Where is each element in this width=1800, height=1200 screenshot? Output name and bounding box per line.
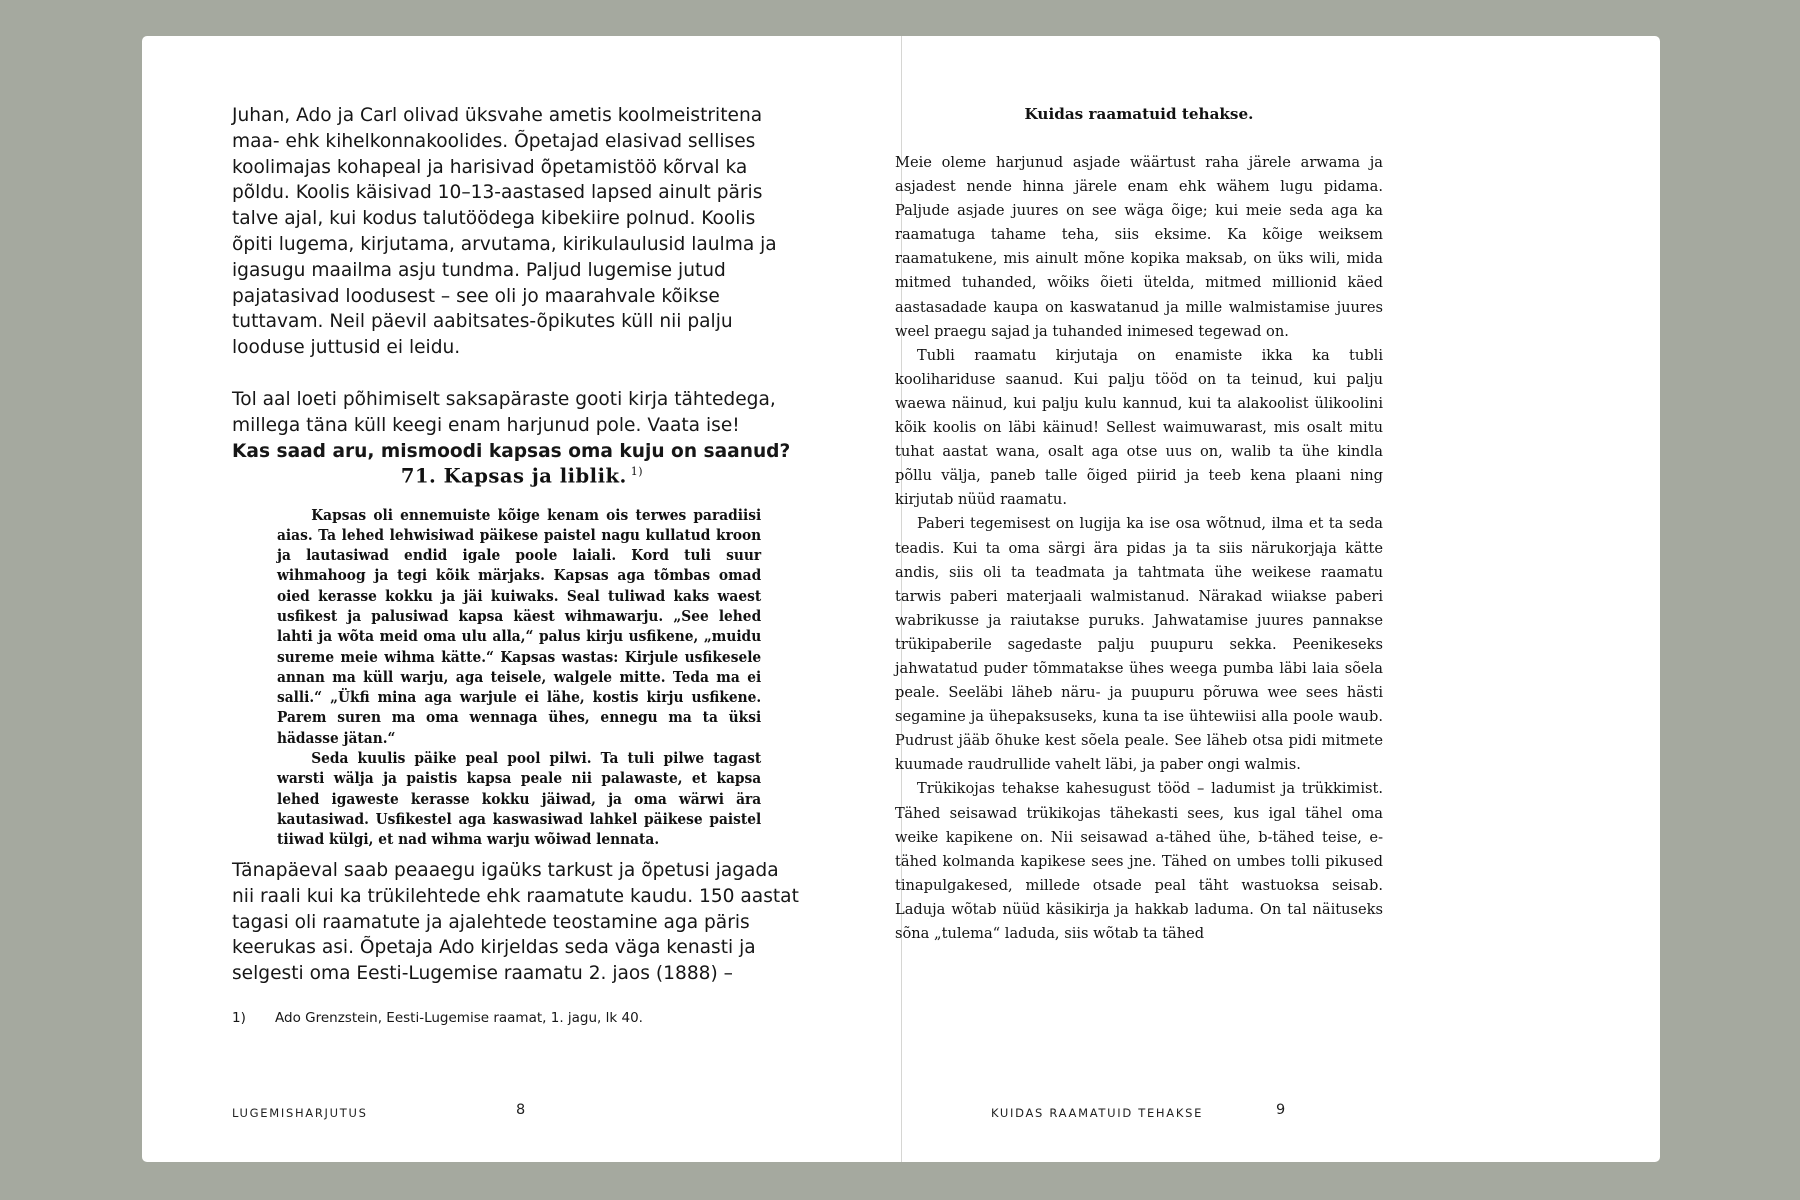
footnote: [232, 1010, 643, 1026]
right-running-footer: KUIDAS RAAMATUID TEHAKSE: [991, 1106, 1204, 1120]
right-page-text: [895, 151, 1383, 946]
gothic-script-paragraph: Tol aal loeti põhimiselt saksapäraste gooti kirja tähtedega, millega täna küll keegi enam harjunud pole. Vaata ise!: [232, 388, 776, 436]
chapter-heading: Kuidas raamatuid tehakse.: [1024, 105, 1254, 123]
intro-paragraph: Juhan, Ado ja Carl olivad üksvahe ametis koolmeistritena maa- ehk kihelkonnakoolides. Õpetajad elasivad sellises koolimajas kohapeal ja harisivad õpetamistöö kõrval ka põldu. Koolis käisivad 10–13-aastased lapsed ainult päris talve ajal, kui kodus talutöödega kibekiire polnud. Koolis õpiti lugema, kirjutama, arvutama, kirikulaulusid laulma ja igasugu maailma asju tundma. Paljud lugemise jutud pajatasivad loodusest – see oli jo maarahvale kõikse tuttavam. Neil päevil aabitsates-õpikutes küll nii palju looduse juttusid ei leidu.: [232, 105, 777, 359]
body-paragraph: Meie oleme harjunud asjade wäärtust raha järele arwama ja asjadest nende hinna järele enam ehk wähem lugu pidama. Paljude asjade juures on see wäga õige; kui meie seda aga ka raamatuga tahame teha, siis eksime. Ka kõige weiksem raamatukene, mis ainult mõne kopika maksab, on üks wili, mida mitmed tuhanded, wõiks õieti ütelda, mitmed millionid käed aastasadade kaupa on kaswatanud ja mille walmistamise juures weel praegu sajad ja tuhanded inimesed tegewad on.: [895, 154, 1383, 340]
excerpt-heading: [277, 458, 767, 491]
excerpt-title: 71. Kapsas ja liblik.: [400, 464, 627, 488]
footnote-marker: 1): [630, 465, 644, 478]
left-page-text-bottom: [232, 858, 802, 987]
left-running-footer: LUGEMISHARJUTUS: [232, 1106, 368, 1120]
excerpt-body: [277, 505, 761, 850]
fraktur-excerpt: [277, 458, 767, 850]
right-page-number: 9: [1276, 1102, 1286, 1118]
body-paragraph: Trükikojas tehakse kahesugust tööd – ladumist ja trükkimist. Tähed seisawad trükikojas tähekasti sees, kus igal tähel oma weike kapikene on. Nii seisawad a-tähed ühe, b-tähed teise, e-tähed kolmanda kapikese sees jne. Tähed on umbes tolli pikused tinapulgakesed, millede otsade peal täht wastuoksa seisab. Laduja wõtab nüüd käsikirja ja hakkab laduma. On tal näituseks sõna „tulema“ laduda, siis wõtab ta tähed: [895, 780, 1383, 942]
body-paragraph: Tubli raamatu kirjutaja on enamiste ikka ka tubli koolihariduse saanud. Kui palju tööd on ta teinud, kui palju waewa näinud, kui palju kulu kannud, kui ta alakoolist ülikoolini kõik koolis on läbi käinud! Sellest waimuwarast, mis osalt mitu tuhat aastat wana, osalt aga otse uus on, walib ta ühe kindla põllu välja, paneb talle õiged piirid ja teeb kena plaani ning kirjutab nüüd raamatu.: [895, 346, 1383, 509]
body-paragraph: Paberi tegemisest on lugija ka ise osa wõtnud, ilma et ta seda teadis. Kui ta oma särgi ära pidas ja ta siis närukorjaja kätte andis, siis oli ta teadmata ja tahtmata ühe weikese raamatu tarwis paberi materjaali walmistanud. Närakad wiiakse paberi wabrikusse ja raiutakse puruks. Jahwatamise juures pannakse trükipaberile sagedaste palju puupuru sekka. Peenikeseks jahwatatud puder tõmmatakse ühes weega pumba läbi laia sõela peale. Seeläbi läheb näru- ja puupuru põruwa wee sees hästi segamine ja ühepaksuseks, kuna ta ise ühtewiisi alla poole waub. Pudrust jääb õhuke kest sõela peale. See läheb otsa pidi mitmete kuumade raudrullide vahelt läbi, ja paber ongi walmis.: [895, 515, 1383, 774]
left-page-text-top: [232, 103, 802, 464]
footnote-text: Ado Grenzstein, Eesti-Lugemise raamat, 1. jagu, lk 40.: [275, 1010, 643, 1026]
excerpt-paragraph: Seda kuulis päike peal pool pilwi. Ta tuli pilwe tagast warsti wälja ja paistis kapsa peale nii palawaste, et kapsa lehed igaweste kerasse kokku jäiwad, ja oma wärwi ära kautasiwad. Usfikestel aga kaswasiwad lahkel päikese paistel tiiwad külgi, et nad wihma warju wõiwad lennata.: [277, 749, 762, 849]
footnote-number: 1): [232, 1010, 246, 1026]
closing-paragraph: Tänapäeval saab peaaegu igaüks tarkust ja õpetusi jagada nii raali kui ka trükilehtede ehk raamatute kaudu. 150 aastat tagasi oli raamatute ja ajalehtede teostamine aga päris keerukas asi. Õpetaja Ado kirjeldas seda väga kenasti ja selgesti oma Eesti-Lugemise raamatu 2. jaos (1888) –: [232, 860, 799, 985]
question-line: Kas saad aru, mismoodi kapsas oma kuju on saanud?: [232, 440, 791, 462]
excerpt-paragraph: Kapsas oli ennemuiste kõige kenam ois terwes paradiisi aias. Ta lehed lehwisiwad päikese paistel nagu kullatud kroon ja lautasiwad endid igale poole laiali. Kord tuli suur wihmahoog ja tegi kõik märjaks. Kapsas aga tõmbas omad oied kerasse kokku ja jäi kuiwaks. Seal tuliwad kaks waest usfikest ja palusiwad kapsa käest wihmawarju. „See lehed lahti ja wõta meid oma ulu alla,“ palus kirju usfikene, „muidu sureme meie wihma kätte.“ Kapsas wastas: Kirjule usfikesele annan ma küll warju, aga teisele, walgele mitte. Teda ma ei salli.“ „Ükfi mina aga warjule ei lähe, kostis kirju usfikene. Parem suren ma oma wennaga ühes, ennegu ma ta üksi hädasse jätan.“: [277, 505, 762, 747]
left-page-number: 8: [516, 1102, 526, 1118]
book-spread: [142, 36, 1660, 1162]
